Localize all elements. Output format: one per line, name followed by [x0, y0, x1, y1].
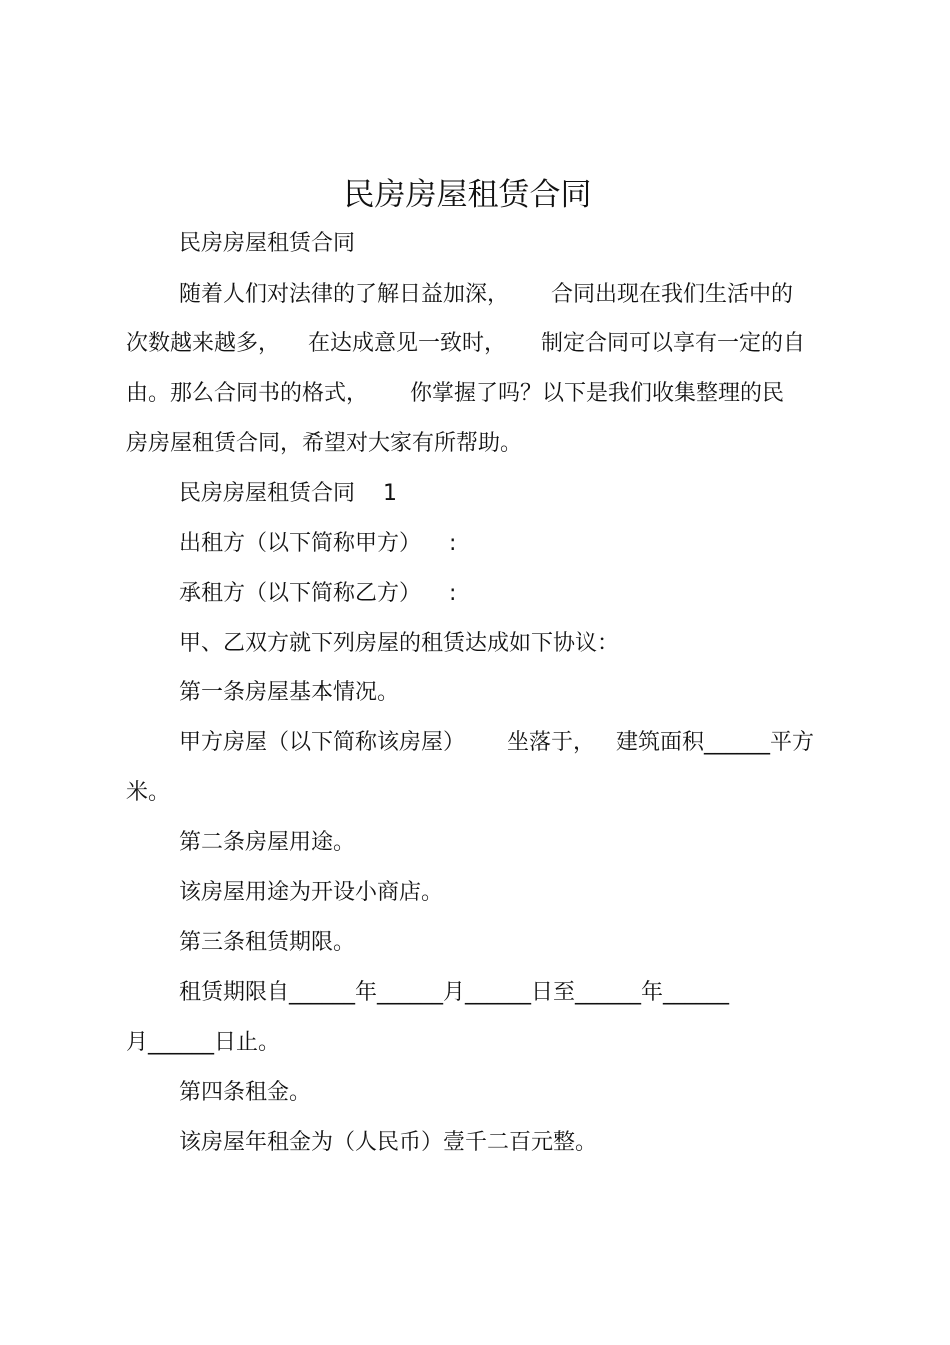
- paragraph-line: 月______日止。: [126, 1030, 281, 1055]
- article-heading: 第三条租赁期限。: [179, 930, 356, 955]
- lessee-line: 承租方（以下简称乙方） :: [179, 581, 457, 606]
- article-heading: 第二条房屋用途。: [179, 830, 356, 855]
- paragraph-line: 由。那么合同书的格式， 你掌握了吗？以下是我们收集整理的民: [126, 381, 784, 406]
- section-heading: 民房房屋租赁合同 1: [179, 481, 397, 506]
- paragraph-line: 租赁期限自______年______月______日至______年______: [179, 980, 730, 1005]
- article-heading: 第四条租金。: [179, 1080, 312, 1105]
- article-heading: 第一条房屋基本情况。: [179, 680, 400, 705]
- lessor-line: 出租方（以下简称甲方） :: [179, 531, 457, 556]
- paragraph-line: 房房屋租赁合同，希望对大家有所帮助。: [126, 431, 523, 456]
- paragraph-line: 该房屋用途为开设小商店。: [179, 880, 444, 905]
- paragraph-line: 随着人们对法律的了解日益加深， 合同出现在我们生活中的: [179, 282, 793, 307]
- doc-subtitle: 民房房屋租赁合同: [179, 231, 356, 256]
- paragraph-line: 米。: [126, 780, 171, 805]
- paragraph-line: 该房屋年租金为（人民币）壹千二百元整。: [179, 1130, 598, 1155]
- paragraph-line: 次数越来越多， 在达成意见一致时， 制定合同可以享有一定的自: [126, 331, 805, 356]
- agreement-line: 甲、乙双方就下列房屋的租赁达成如下协议：: [179, 631, 620, 656]
- paragraph-line: 甲方房屋（以下简称该房屋） 坐落于， 建筑面积______平方: [179, 730, 814, 755]
- document-title: 民房房屋租赁合同: [343, 177, 592, 213]
